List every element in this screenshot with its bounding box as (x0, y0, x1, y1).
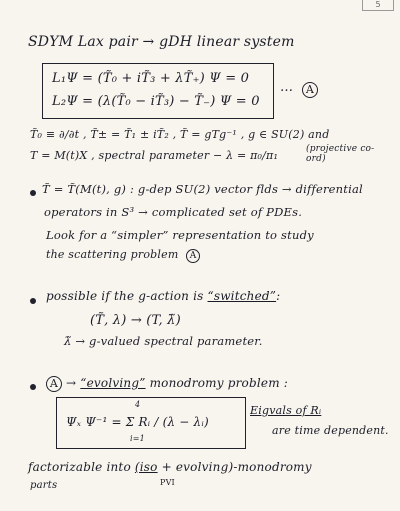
factorizable-line (28, 460, 312, 474)
eigvals-line-2: are time dependent. (272, 424, 389, 437)
bullet-2 (30, 298, 36, 304)
paragraph-2-line-1 (46, 289, 280, 303)
bullet-1 (30, 190, 36, 196)
paragraph-2-line-2: (T̃, λ) → (T, λ̃) (90, 313, 181, 328)
lax-equation-1: L₁Ψ = (T̃₀ + iT̃₃ + λT̃₊) Ψ = 0 (52, 71, 250, 86)
page-number-box (362, 0, 394, 11)
equation-label-a (302, 78, 318, 98)
paragraph-1-line-1: T̃ = T̃(M(t), g) : g-dep SU(2) vector flds → differential (42, 182, 363, 196)
possible-text: possible if the g-action is (46, 289, 204, 303)
sum-upper-limit: 4 (135, 400, 141, 409)
projective-note: (projective co-ord) (306, 144, 375, 164)
evolving-monodromy-text: + evolving)-monodromy (157, 460, 312, 474)
paragraph-1-line-2: operators in S³ → complicated set of PDEs. (44, 205, 303, 219)
page-number: 5 (375, 0, 381, 9)
definitions-line-2: T = M(t)X , spectral parameter − λ = π₀/π₁ (30, 149, 279, 162)
colon: : (276, 289, 281, 303)
eigvals-line-1 (250, 404, 321, 417)
lax-equation-2: L₂Ψ = (λ(T̃₀ − iT̃₃) − T̃₋) Ψ = 0 (52, 94, 260, 109)
sum-lower-limit: i=1 (130, 434, 145, 443)
arrow: → (66, 376, 77, 390)
label-a-circle: A (302, 82, 318, 98)
evolving-text: “evolving” (80, 376, 146, 390)
label-a-ref-1: A (186, 249, 200, 263)
label-a-ref-2: A (46, 376, 62, 392)
paragraph-2-line-3: λ̃ → g-valued spectral parameter. (64, 334, 263, 348)
monodromy-equation: Ψₓ Ψ⁻¹ = Σ Rᵢ / (λ − λᵢ) (66, 415, 209, 429)
paragraph-1-line-4 (46, 248, 200, 263)
definitions-line-1: T̃₀ ≡ ∂/∂t , T̃± = T̃₁ ± iT̃₂ , T̃ = gTg⁻¹ , g ∈ SU(2) and (30, 128, 330, 141)
equation-dots: … (280, 80, 294, 95)
switched-text: “switched” (207, 289, 277, 303)
parts-text: parts (30, 480, 58, 491)
scattering-text: the scattering problem (46, 248, 179, 261)
eigvals-text: Eigvals of Rᵢ (250, 404, 322, 417)
bullet-3 (30, 384, 36, 390)
factorizable-text: factorizable into (28, 460, 131, 474)
monodromy-text: monodromy problem : (149, 376, 289, 390)
paragraph-1-line-3: Look for a “simpler” representation to study (46, 228, 314, 242)
paragraph-3-line-1 (46, 376, 288, 392)
pvi-label: PVI (160, 478, 175, 487)
heading: SDYM Lax pair → gDH linear system (28, 34, 295, 50)
iso-text: (iso (134, 460, 158, 474)
